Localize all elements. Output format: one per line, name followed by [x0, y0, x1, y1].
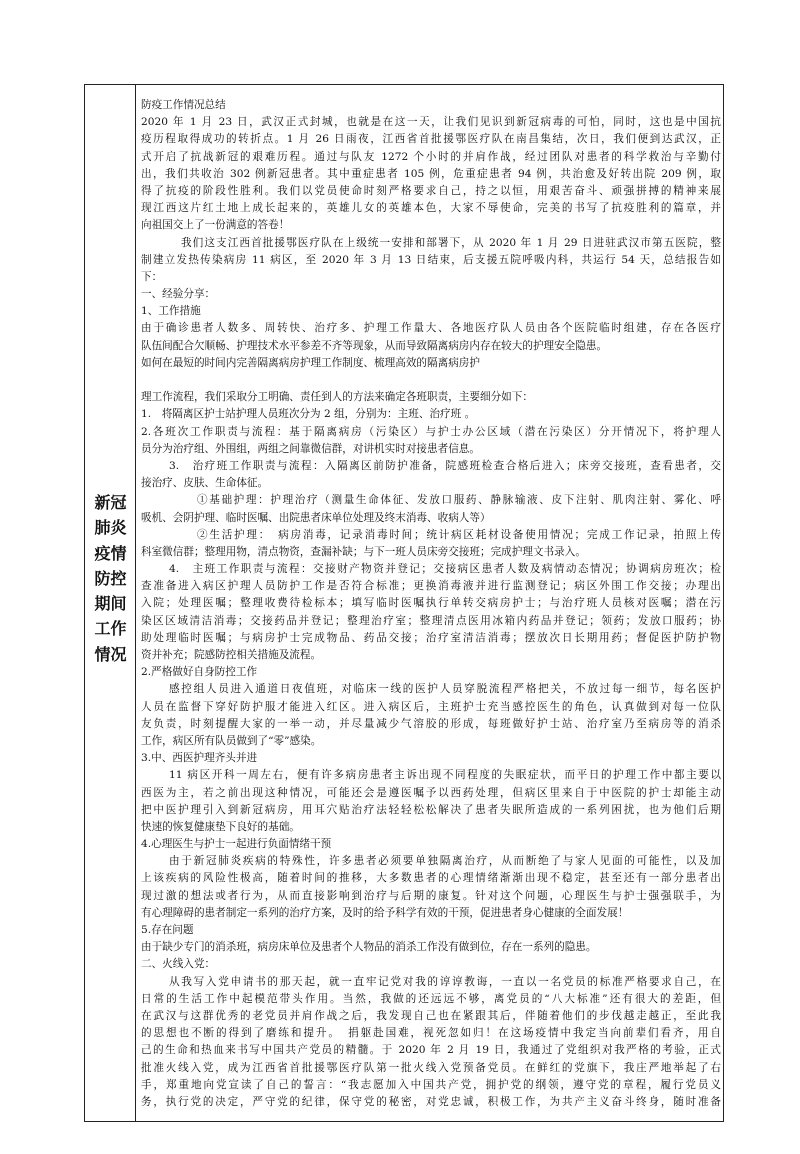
text-line: 现江西这片红土地上成长起来的，英雄儿女的英雄本色，大家不辱使命，完美的书写了抗疫胜利的篇章，并: [141, 202, 721, 215]
text-line: 2.严格做好自身防控工作: [141, 666, 258, 679]
section-label-line: 防控: [94, 568, 127, 588]
text-line: 制建立发热传染病房 11 病区，至 2020 年 3 月 13 日结束，后支援五院呼吸内科，共运行 54 天，总结报告如: [141, 253, 721, 266]
text-line: 人员在监督下穿好防护服才能进入红区。进入病区后，主班护士充当感控医生的角色，认真做到对每一位队: [141, 700, 721, 713]
text-line: 11 病区开科一周左右，便有许多病房患者主诉出现不同程度的失眠症状，而平日的护理工作中都主要以: [169, 769, 721, 782]
section-label-line: 新冠: [94, 493, 127, 512]
text-line: 员分为治疗组、外围组，两组之间靠微信群，对讲机实时对接患者信息。: [141, 442, 480, 455]
text-line: 接治疗、皮肤、生命体征。: [141, 477, 269, 490]
text-line: 由于新冠肺炎疾病的特殊性，许多患者必须要单独隔离治疗，从而断绝了与家人见面的可能性，以及加: [169, 855, 721, 868]
text-line: 在武汉与这群优秀的老党员并肩作战之后，我发现自己也在紧跟其后，伴随着他们的步伐越走越正，至此我: [141, 1009, 721, 1022]
text-line: ①基础护理：护理治疗（测量生命体征、发放口服药、静脉输液、皮下注射、肌肉注射、雾化、呼: [197, 494, 721, 507]
section-label-line: 期间: [94, 594, 127, 614]
text-line: 批准火线入党，成为江西省首批援鄂医疗队第一批火线入党预备党员。在鲜红的党旗下，我庄严地举起了右: [141, 1061, 721, 1074]
text-line: 出，我们共收治 302 例新冠患者。其中重症患者 105 例，危重症患者 94 例，共治愈及好转出院 209 例，取: [141, 167, 721, 180]
text-line: 入院；处理医嘱；整理收费待检标本；填写临时医嘱执行单转交病房护士；与治疗班人员核对医嘱；潜在污: [141, 597, 721, 610]
text-line: 快速的恢复健康垫下良好的基础。: [141, 820, 300, 833]
text-line: 查准备进入病区护理人员防护工作是否符合标准；更换消毒液并进行监测登记；病区外围工作交接；办理出: [141, 580, 721, 593]
text-line: [141, 372, 721, 389]
text-line: 我们这支江西首批援鄂医疗队在上级统一安排和部署下，从 2020 年 1 月 29 日进驻武汉市第五医院，整: [181, 236, 721, 249]
text-line: 现过激的想法或者行为，从而直接影响到治疗与后期的康复。针对这个问题，心理医生与护士强强联手，为: [141, 889, 721, 902]
text-line: 的思想也不断的得到了磨练和提升。 捐躯赴国难，视死忽如归！在这场疫情中我定当向前辈们看齐，用自: [141, 1027, 721, 1040]
text-line: 2020 年 1 月 23 日，武汉正式封城，也就是在这一天，让我们见识到新冠病毒的可怕，同时，这也是中国抗: [141, 116, 721, 129]
document-title: 防疫工作情况总结: [141, 99, 226, 111]
text-line: 把中医护理引入到新冠病房，用耳穴贴治疗法轻轻松松解决了患者失眠所造成的一系列困扰，也为他们后期: [141, 803, 721, 816]
text-line: 式开启了抗战新冠的艰难历程。通过与队友 1272 个小时的并肩作战，经过团队对患者的科学救治与辛勤付: [141, 150, 721, 163]
text-line: 得了抗疫的阶段性胜利。我们以党员使命时刻严格要求自己，持之以恒，用艰苦奋斗、顽强拼搏的精神来展: [141, 184, 721, 197]
text-line: 西医为主，若之前出现这种情况，可能还会是遵医嘱予以西药处理，但病区里来自于中医院的护士却能主动: [141, 786, 721, 799]
text-line: 科室微信群；整理用物，清点物资，查漏补缺；与下一班人员床旁交接班；完成护理文书录入。: [141, 545, 586, 558]
text-line: 4. 主班工作职责与流程：交接财产物资并登记；交接病区患者人数及病情动态情况；协调病房班次；检: [169, 563, 721, 576]
text-line: 由于缺少专门的消杀班，病房床单位及患者个人物品的消杀工作没有做到位，存在一系列的隐患。: [141, 941, 597, 954]
text-line: 1、工作措施: [141, 305, 201, 318]
section-label: [85, 490, 136, 667]
text-line: 疫历程取得成功的转折点。1 月 26 日雨夜，江西省首批援鄂医疗队在南昌集结，次日，我们便到达武汉，正: [141, 133, 721, 146]
text-line: 己的生命和热血来书写中国共产党员的精髓。于 2020 年 2 月 19 日，我通过了党组织对我严格的考验，正式: [141, 1044, 721, 1057]
label-column: [85, 85, 136, 1121]
text-line: 3. 治疗班工作职责与流程：入隔离区前防护准备，院感班检查合格后进入；床旁交接班，查看患者，交: [169, 459, 721, 472]
text-line: 手，郑重地向党宣读了自己的誓言：“我志愿加入中国共产党，拥护党的纲领，遵守党的章程，履行党员义: [141, 1078, 721, 1091]
text-line: 3.中、西医护理齐头并进: [141, 752, 258, 765]
content-column: [141, 97, 721, 1117]
text-line: 1. 将隔离区护士站护理人员班次分为 2 组，分别为：主班、治疗班 。: [141, 408, 476, 421]
text-line: 日常的生活工作中起模范带头作用。当然，我做的还远远不够，离党员的“八大标准”还有很大的差距，但: [141, 992, 721, 1005]
text-line: 吸机、会阴护理、临时医嘱、出院患者床单位处理及终末消毒、收病人等）: [141, 511, 491, 524]
text-line: 助处理临时医嘱；与病房护士完成物品、药品交接；治疗室清洁消毒；摆放次日长期用药；督促医护防护物: [141, 631, 721, 644]
text-line: 感控组人员进入通道日夜值班，对临床一线的医护人员穿脱流程严格把关，不放过每一细节，每名医护: [169, 683, 721, 696]
text-line: 从我写入党申请书的那天起，就一直牢记党对我的谆谆教诲，一直以一名党员的标准严格要求自己，在: [169, 975, 721, 988]
text-line: 向祖国交上了一份满意的答卷！: [141, 219, 290, 232]
text-line: 工作，病区所有队员做到了“零”感染。: [141, 734, 322, 747]
text-line: 务，执行党的决定，严守党的纪律，保守党的秘密，对党忠诚，积极工作，为共产主义奋斗终身，随时准备: [141, 1095, 721, 1108]
section-label-line: 疫情: [94, 543, 127, 563]
text-line: 5.存在问题: [141, 924, 194, 936]
text-line: 有心理障碍的患者制定一系列的治疗方案，及时的给予科学有效的干预，促进患者身心健康的全面发展！: [141, 906, 629, 919]
text-line: 队伍间配合欠顺畅、护理技术水平参差不齐等现象，从而导致隔离病房内存在较大的护理安全隐患。: [141, 339, 608, 352]
text-line: 一、经验分享：: [141, 288, 216, 301]
section-label-line: 工作: [94, 619, 127, 639]
form-table: [84, 84, 724, 1122]
text-line: 下：: [141, 270, 163, 283]
section-label-line: 肺炎: [94, 518, 127, 538]
text-line: 4.心理医生与护士一起进行负面情绪干预: [141, 838, 332, 851]
text-line: 由于确诊患者人数多、周转快、治疗多、护理工作量大、各地医疗队人员由各个医院临时组建，存在各医疗: [141, 322, 721, 335]
section-label-line: 情况: [94, 644, 127, 664]
text-line: 如何在最短的时间内完善隔离病房护理工作制度、梳理高效的隔离病房护: [141, 356, 480, 369]
text-line: 资并补充；院感防控相关措施及流程。: [141, 649, 322, 661]
text-line: 友负责，时刻提醒大家的一举一动，并尽量减少气溶胶的形成，每班做好护士站、治疗室乃至病房等的消杀: [141, 717, 721, 730]
text-line: 上该疾病的风险性极高，随着时间的推移，大多数患者的心理情绪渐渐出现不稳定，甚至还有一部分患者出: [141, 872, 721, 885]
text-line: 理工作流程，我们采取分工明确、责任到人的方法来确定各班职责，主要细分如下：: [141, 391, 533, 404]
text-line: 二、火线入党：: [141, 958, 216, 971]
text-line: 2.各班次工作职责与流程：基于隔离病房（污染区）与护士办公区域（潜在污染区）分开情况下，将护理人: [141, 425, 721, 438]
text-line: 染区区域清洁消毒；交接药品并登记；整理治疗室；整理清点医用冰箱内药品并登记；领药；发放口服药；协: [141, 614, 721, 627]
text-line: ②生活护理： 病房消毒，记录消毒时间；统计病区耗材设备使用情况；完成工作记录，拍照上传: [197, 528, 721, 541]
